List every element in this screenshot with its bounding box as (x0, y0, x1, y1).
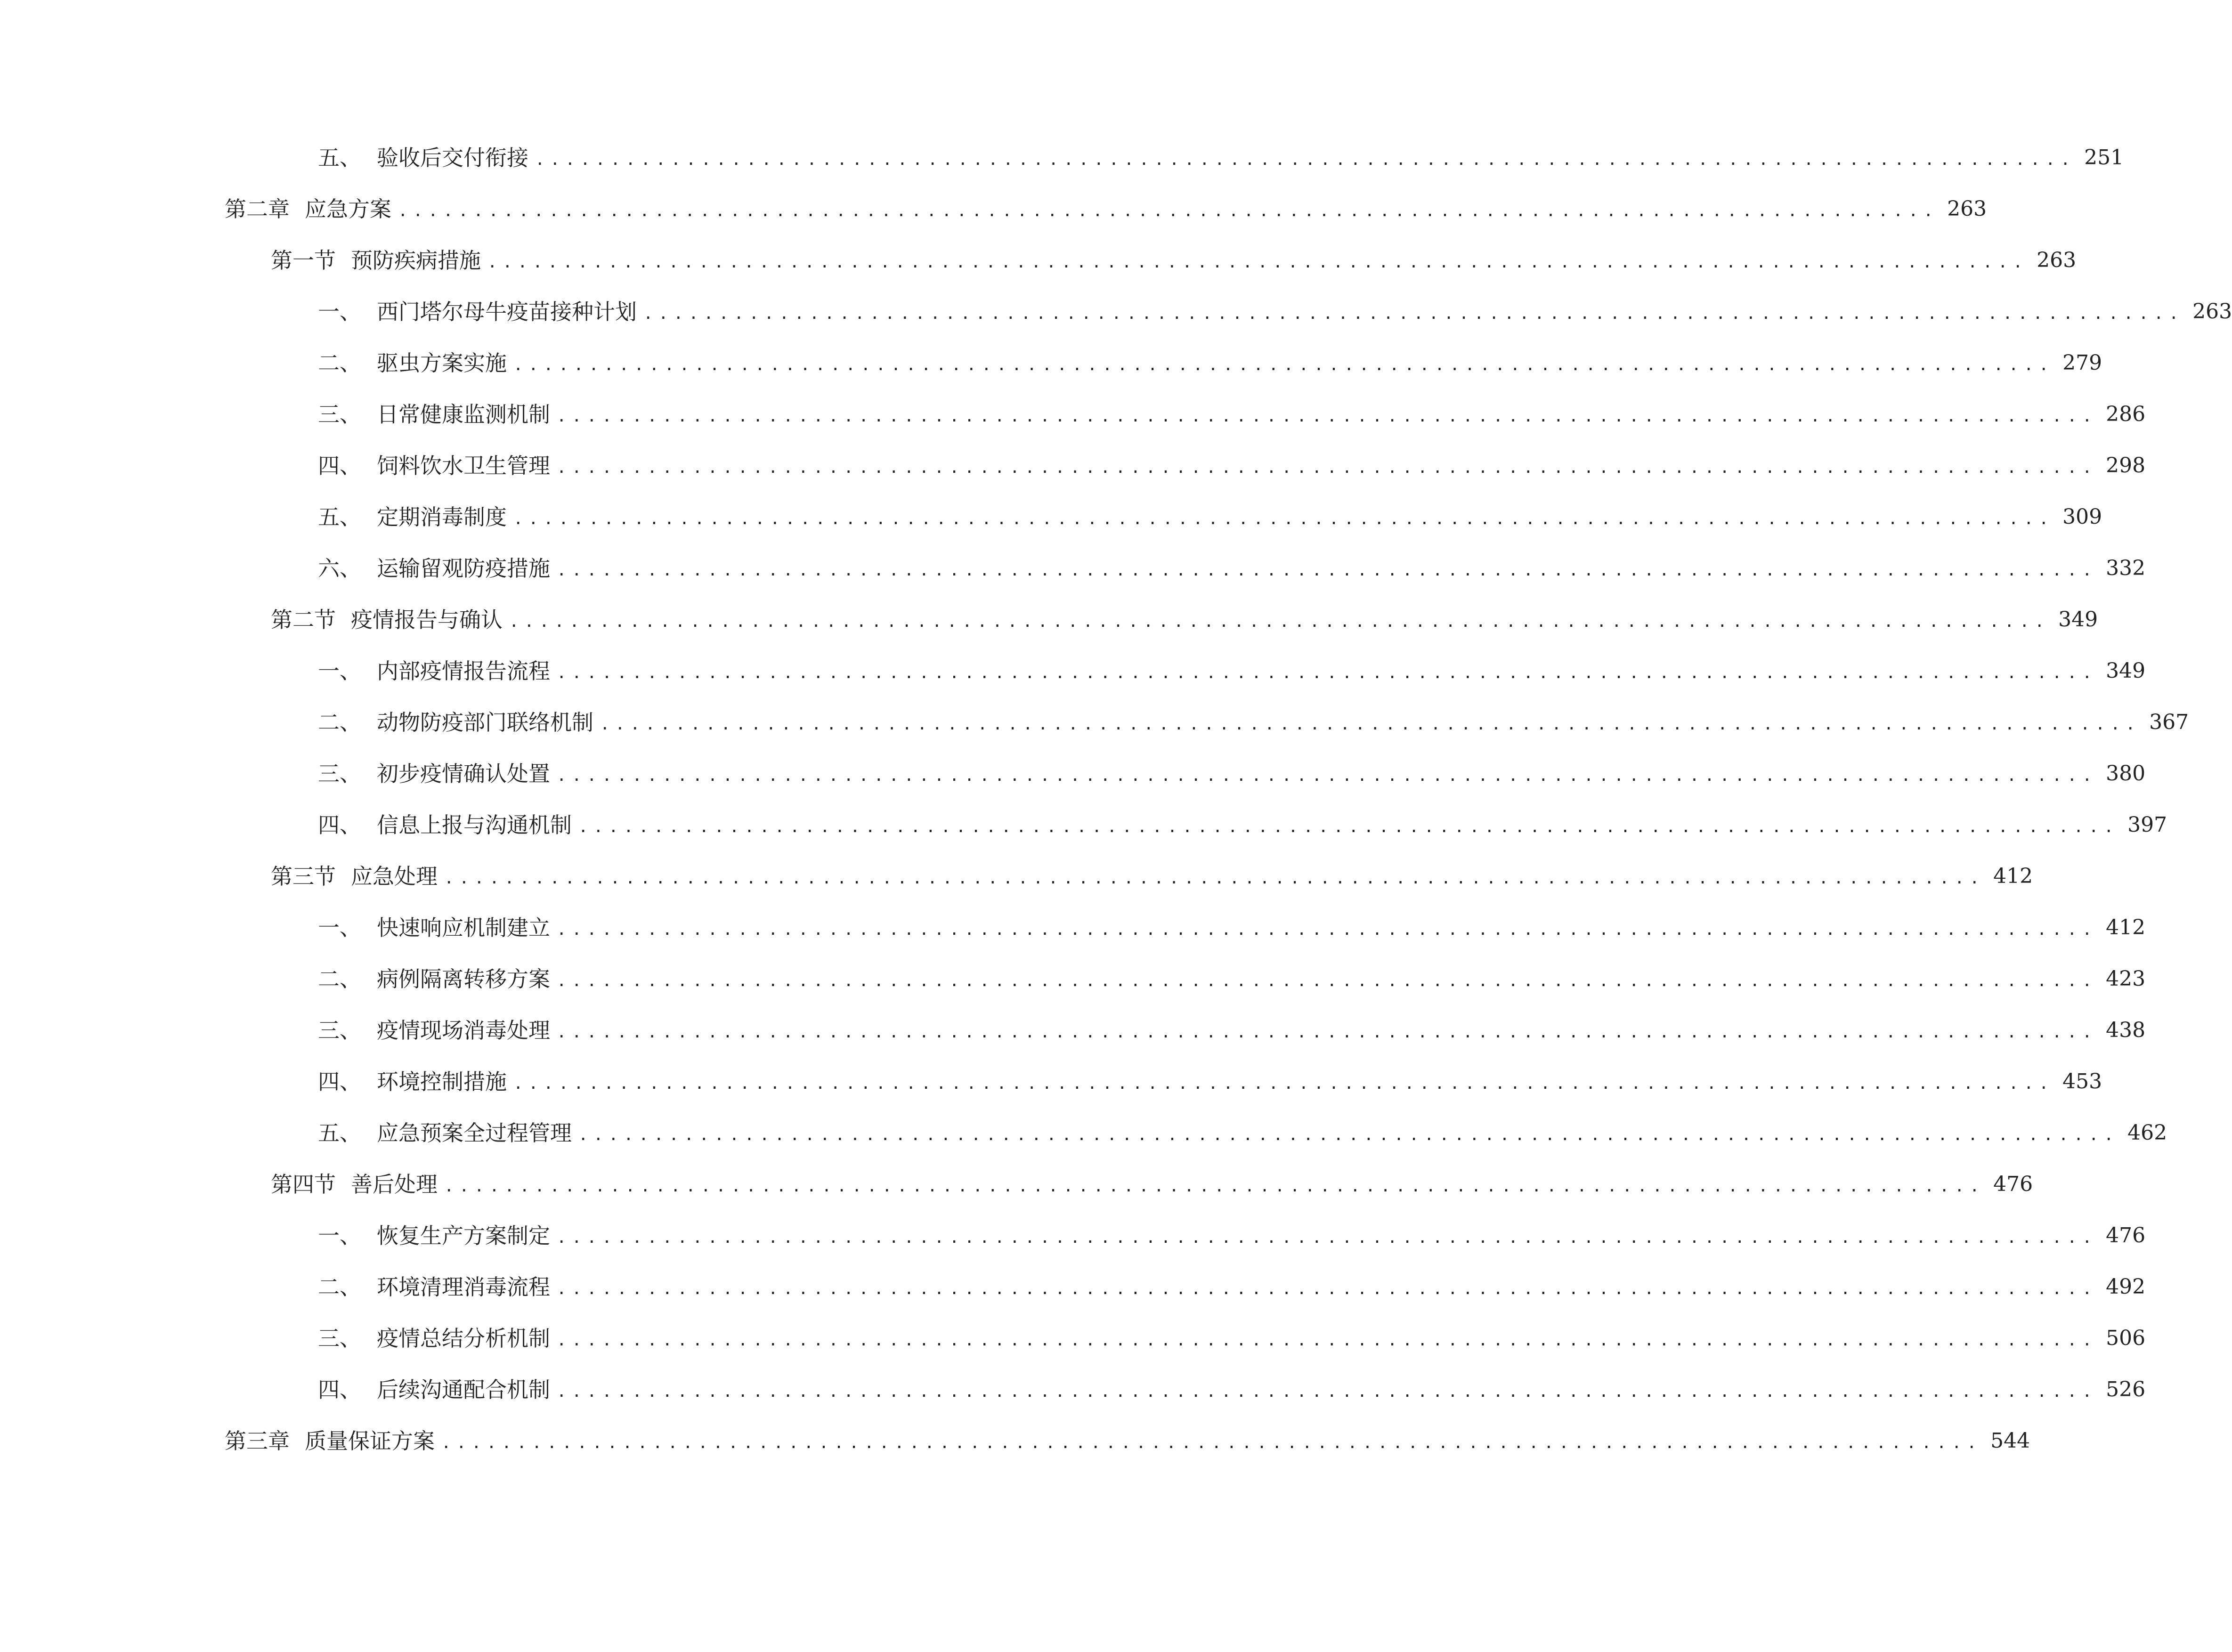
entry-title: 后续沟通配合机制 (377, 1377, 550, 1402)
entry-title: 运输留观防疫措施 (377, 556, 550, 581)
entry-title: 饲料饮水卫生管理 (377, 453, 550, 478)
entry-title: 疫情报告与确认 (351, 607, 503, 632)
entry-number: 三、 (318, 1018, 361, 1043)
entry-number: 第四节 (271, 1172, 336, 1197)
entry-number: 四、 (318, 812, 361, 838)
toc-entry[interactable] (318, 396, 2146, 433)
entry-number: 六、 (318, 556, 361, 581)
entry-title: 善后处理 (351, 1172, 438, 1197)
entry-page-number: 438 (2106, 1018, 2146, 1042)
entry-page-number: 298 (2106, 453, 2146, 478)
entry-number: 一、 (318, 915, 361, 940)
toc-entry[interactable] (318, 704, 2189, 741)
toc-entry[interactable] (318, 1217, 2146, 1255)
toc-entry[interactable] (318, 1371, 2146, 1409)
toc-entry[interactable] (225, 190, 1987, 228)
entry-number: 第二章 (225, 196, 290, 222)
entry-number: 五、 (318, 145, 361, 170)
entry-page-number: 251 (2084, 146, 2124, 170)
entry-page-number: 349 (2106, 659, 2146, 683)
dot-leader: ...................................................................................................... (557, 664, 2098, 682)
toc-entry[interactable] (318, 344, 2102, 382)
entry-page-number: 263 (1947, 197, 1987, 221)
entry-page-number: 492 (2106, 1275, 2146, 1299)
entry-title: 环境清理消毒流程 (377, 1274, 550, 1300)
entry-page-number: 423 (2106, 967, 2146, 991)
entry-page-number: 476 (1993, 1172, 2033, 1196)
dot-leader: ...................................................................................................... (513, 356, 2054, 374)
entry-number: 一、 (318, 1223, 361, 1248)
entry-title: 定期消毒制度 (377, 504, 507, 530)
dot-leader: ...................................................................................................... (557, 561, 2098, 580)
toc-entry[interactable] (318, 1268, 2146, 1306)
dot-leader: ...................................................................................................... (643, 304, 2184, 323)
entry-number: 三、 (318, 761, 361, 786)
dot-leader: ...................................................................................................... (444, 1177, 1985, 1196)
toc-entry[interactable] (318, 652, 2146, 690)
entry-page-number: 279 (2062, 351, 2102, 375)
entry-title: 疫情总结分析机制 (377, 1326, 550, 1351)
entry-page-number: 397 (2127, 813, 2167, 837)
entry-title: 病例隔离转移方案 (377, 966, 550, 992)
toc-entry[interactable] (225, 1422, 2030, 1460)
entry-title: 快速响应机制建立 (377, 915, 550, 940)
entry-number: 二、 (318, 710, 361, 735)
toc-entry[interactable] (318, 1114, 2167, 1152)
toc-entry[interactable] (271, 1166, 2033, 1203)
toc-entry[interactable] (318, 498, 2102, 536)
toc-entry[interactable] (318, 1320, 2146, 1357)
dot-leader: ...................................................................................................... (441, 1433, 1982, 1452)
dot-leader: ...................................................................................................... (578, 818, 2119, 836)
entry-number: 四、 (318, 1377, 361, 1402)
dot-leader: ...................................................................................................... (535, 150, 2076, 169)
toc-entry[interactable] (318, 1063, 2102, 1101)
entry-number: 第三章 (225, 1428, 290, 1454)
entry-title: 驱虫方案实施 (377, 350, 507, 376)
entry-page-number: 309 (2062, 505, 2102, 529)
entry-title: 信息上报与沟通机制 (377, 812, 572, 838)
dot-leader: ...................................................................................................... (578, 1126, 2119, 1144)
dot-leader: ...................................................................................................... (398, 202, 1939, 220)
entry-number: 三、 (318, 402, 361, 427)
entry-page-number: 263 (2192, 300, 2232, 324)
entry-page-number: 526 (2106, 1377, 2146, 1401)
entry-title: 应急处理 (351, 864, 438, 889)
entry-number: 四、 (318, 453, 361, 478)
dot-leader: ...................................................................................................... (557, 458, 2098, 477)
dot-leader: ...................................................................................................... (513, 510, 2054, 528)
toc-entry[interactable] (318, 960, 2146, 998)
toc-entry[interactable] (318, 755, 2146, 793)
entry-number: 二、 (318, 1274, 361, 1300)
entry-number: 四、 (318, 1069, 361, 1094)
entry-number: 五、 (318, 1120, 361, 1146)
dot-leader: ...................................................................................................... (557, 1023, 2098, 1042)
toc-entry[interactable] (318, 909, 2146, 947)
entry-number: 一、 (318, 658, 361, 684)
entry-number: 三、 (318, 1326, 361, 1351)
entry-page-number: 453 (2062, 1069, 2102, 1093)
entry-number: 二、 (318, 966, 361, 992)
entry-title: 疫情现场消毒处理 (377, 1018, 550, 1043)
entry-page-number: 367 (2149, 710, 2189, 734)
entry-title: 日常健康监测机制 (377, 402, 550, 427)
entry-title: 恢复生产方案制定 (377, 1223, 550, 1248)
dot-leader: ...................................................................................................... (600, 715, 2141, 734)
entry-page-number: 544 (1990, 1429, 2030, 1453)
entry-number: 二、 (318, 350, 361, 376)
entry-page-number: 380 (2106, 761, 2146, 786)
entry-title: 验收后交付衔接 (377, 145, 528, 170)
entry-title: 应急预案全过程管理 (377, 1120, 572, 1146)
toc-entry[interactable] (271, 601, 2098, 639)
toc-entry[interactable] (318, 447, 2146, 485)
dot-leader: ...................................................................................................... (557, 920, 2098, 939)
entry-number: 第三节 (271, 864, 336, 889)
entry-page-number: 412 (2106, 915, 2146, 939)
dot-leader: ...................................................................................................... (557, 1331, 2098, 1350)
entry-page-number: 476 (2106, 1223, 2146, 1247)
entry-page-number: 332 (2106, 556, 2146, 580)
dot-leader: ...................................................................................................... (557, 766, 2098, 785)
entry-page-number: 263 (2037, 248, 2077, 272)
entry-page-number: 462 (2127, 1121, 2167, 1145)
entry-page-number: 349 (2058, 607, 2098, 632)
entry-title: 动物防疫部门联络机制 (377, 710, 593, 735)
dot-leader: ...................................................................................................... (557, 1279, 2098, 1298)
entry-page-number: 412 (1993, 864, 2033, 888)
entry-page-number: 506 (2106, 1326, 2146, 1350)
entry-number: 第一节 (271, 248, 336, 273)
entry-title: 环境控制措施 (377, 1069, 507, 1094)
entry-title: 西门塔尔母牛疫苗接种计划 (377, 299, 637, 324)
toc-entry[interactable] (318, 1012, 2146, 1049)
dot-leader: ...................................................................................................... (487, 253, 2029, 272)
toc-entry[interactable] (318, 139, 2124, 177)
entry-page-number: 286 (2106, 402, 2146, 426)
dot-leader: ...................................................................................................... (509, 612, 2050, 631)
toc-entry[interactable] (271, 242, 2077, 279)
entry-number: 五、 (318, 504, 361, 530)
dot-leader: ...................................................................................................... (557, 1228, 2098, 1247)
entry-title: 初步疫情确认处置 (377, 761, 550, 786)
dot-leader: ...................................................................................................... (557, 972, 2098, 990)
entry-title: 应急方案 (305, 196, 391, 222)
dot-leader: ...................................................................................................... (444, 869, 1985, 888)
entry-number: 第二节 (271, 607, 336, 632)
toc-entry[interactable] (318, 550, 2146, 587)
entry-title: 内部疫情报告流程 (377, 658, 550, 684)
toc-entry[interactable] (318, 806, 2167, 844)
toc-entry[interactable] (271, 858, 2033, 895)
dot-leader: ...................................................................................................... (557, 1382, 2098, 1401)
dot-leader: ...................................................................................................... (557, 407, 2098, 426)
entry-title: 质量保证方案 (305, 1428, 435, 1454)
entry-title: 预防疾病措施 (351, 248, 481, 273)
toc-entry[interactable] (318, 293, 2232, 331)
dot-leader: ...................................................................................................... (513, 1074, 2054, 1093)
entry-number: 一、 (318, 299, 361, 324)
